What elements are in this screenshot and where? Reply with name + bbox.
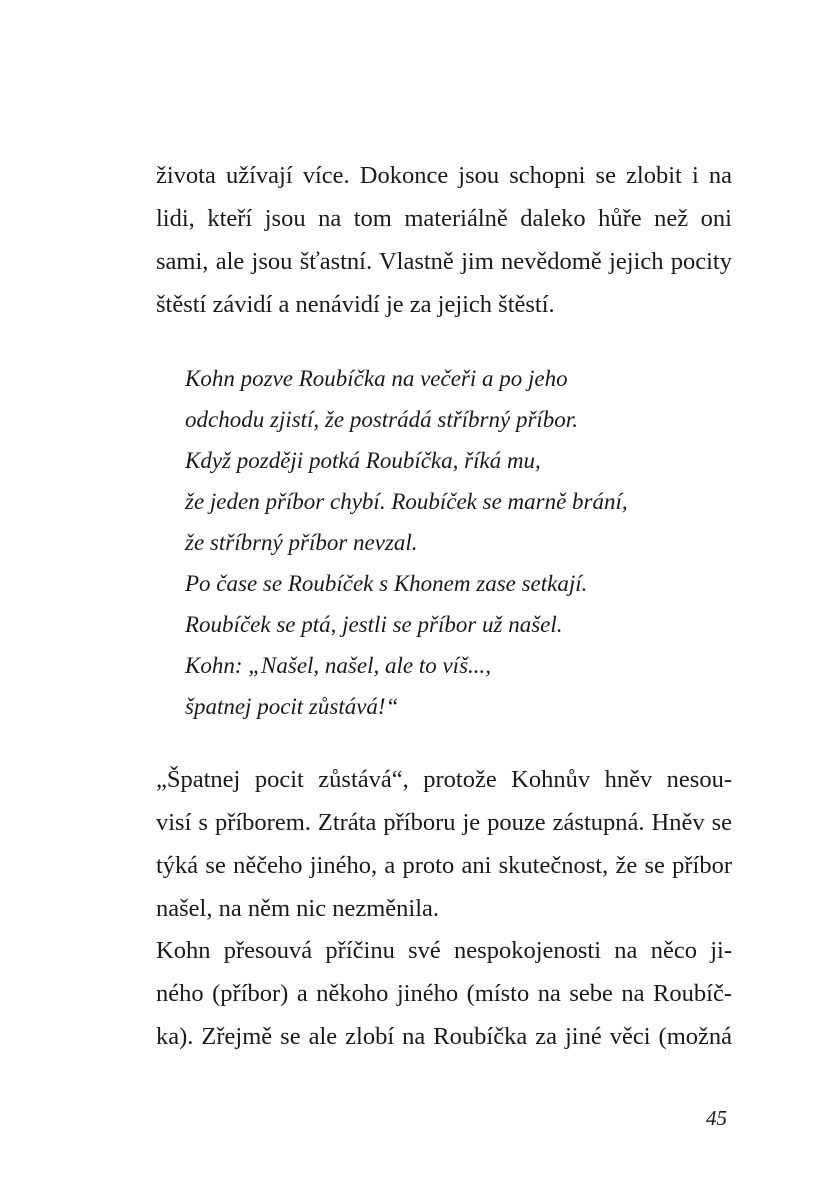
paragraph-line: ného (příbor) a někoho jiného (místo na sebe na Roubíč- — [156, 980, 732, 1007]
body-paragraph-3 — [156, 929, 732, 1058]
quote-line: špatnej pocit zůstává!“ — [185, 694, 399, 719]
quote-line: Kohn pozve Roubíčka na večeři a po jeho — [185, 366, 568, 391]
paragraph-line: štěstí závidí a nenávidí je za jejich štěstí. — [156, 291, 555, 318]
paragraph-line: Kohn přesouvá příčinu své nespokojenosti na něco ji- — [156, 937, 732, 964]
quote-line: Po čase se Roubíček s Khonem zase setkají. — [185, 571, 588, 596]
paragraph-line: života užívají více. Dokonce jsou schopni se zlobit i na — [156, 162, 732, 189]
paragraph-line: „Špatnej pocit zůstává“, protože Kohnův hněv nesou- — [156, 766, 732, 793]
page-number: 45 — [706, 1106, 727, 1130]
quote-line: Roubíček se ptá, jestli se příbor už našel. — [185, 612, 563, 637]
paragraph-line: týká se něčeho jiného, a proto ani skutečnost, že se příbor — [156, 852, 732, 879]
quote-line: Kohn: „Našel, našel, ale to víš..., — [185, 653, 492, 678]
quote-line: že stříbrný příbor nevzal. — [185, 530, 418, 555]
quote-line: Když později potká Roubíčka, říká mu, — [185, 448, 541, 473]
paragraph-line: ka). Zřejmě se ale zlobí na Roubíčka za jiné věci (možná — [156, 1023, 732, 1050]
paragraph-line: našel, na něm nic nezměnila. — [156, 895, 439, 922]
quote-line: odchodu zjistí, že postrádá stříbrný příbor. — [185, 407, 578, 432]
paragraph-line: visí s příborem. Ztráta příboru je pouze zástupná. Hněv se — [156, 809, 732, 836]
paragraph-line: lidi, kteří jsou na tom materiálně daleko hůře než oni — [156, 205, 732, 232]
body-paragraph-2 — [156, 758, 732, 930]
body-paragraph-1 — [156, 154, 732, 326]
quote-line: že jeden příbor chybí. Roubíček se marně brání, — [185, 489, 628, 514]
paragraph-line: sami, ale jsou šťastní. Vlastně jim nevědomě jejich pocity — [156, 248, 732, 275]
joke-quote — [185, 358, 628, 727]
